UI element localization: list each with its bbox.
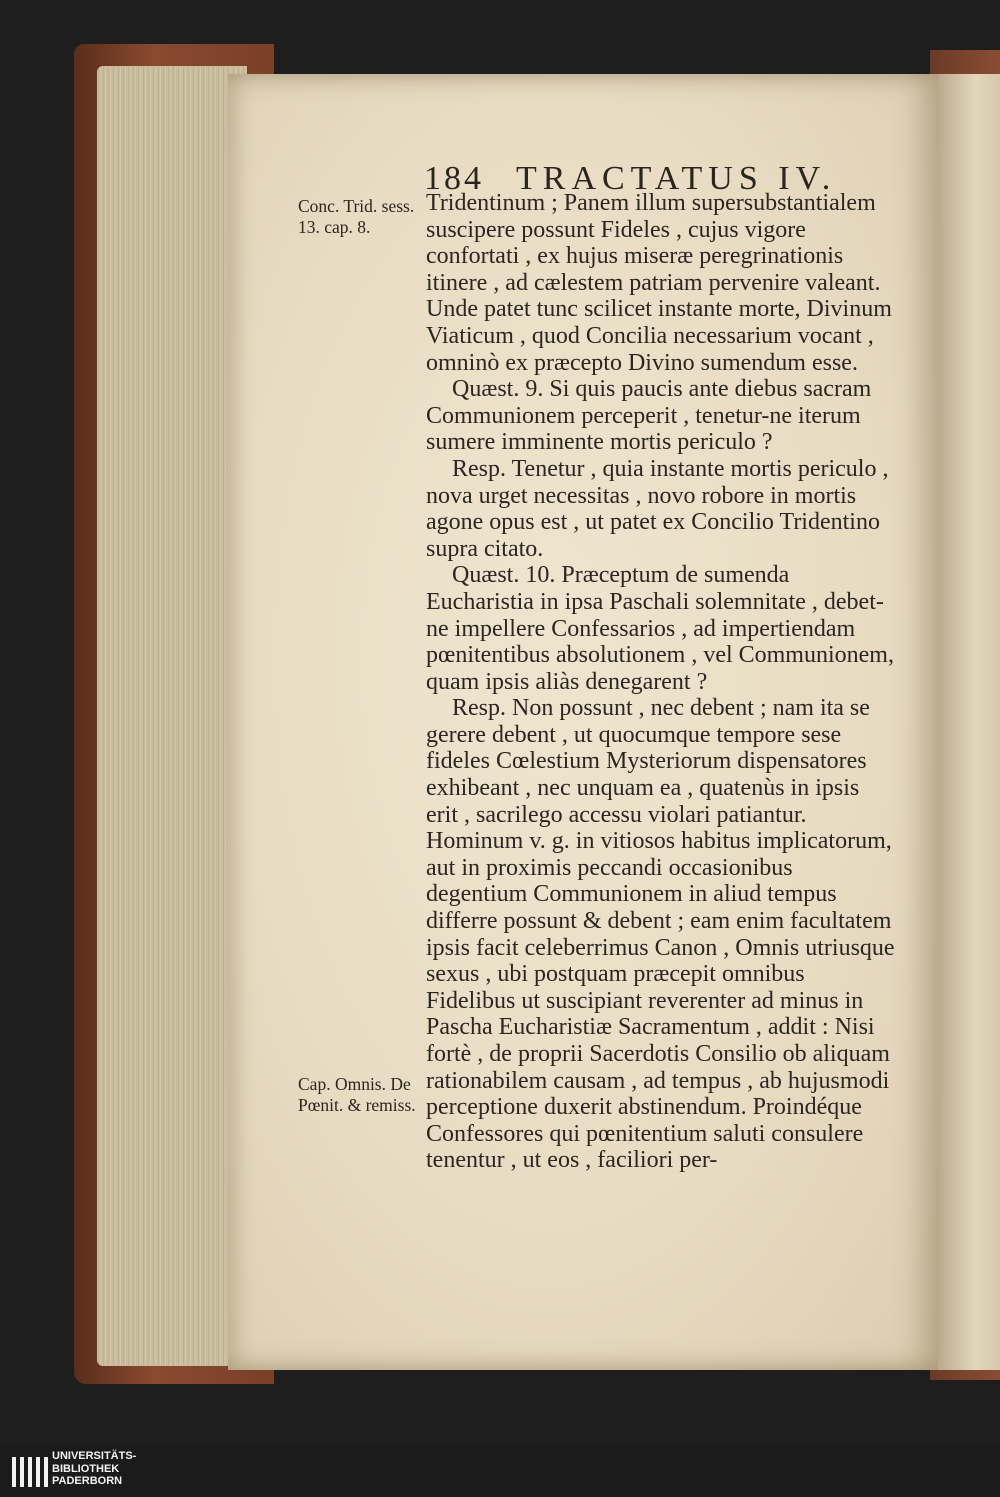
next-page-edge	[938, 74, 1000, 1370]
book-page	[228, 74, 940, 1370]
paragraph: Resp. Tenetur , quia instante mortis periculo , nova urget necessitas , novo robore in mortis agone opus est , ut patet ex Concilio Tridentino supra citato.	[426, 455, 889, 562]
margin-note: Cap. Omnis. De Pœnit. & remiss.	[298, 1074, 416, 1115]
page-edges	[97, 66, 247, 1366]
margin-note: Conc. Trid. sess. 13. cap. 8.	[298, 196, 415, 237]
paragraph: Resp. Non possunt , nec debent ; nam ita se gerere debent , ut quocumque tempore sese fideles Cœlestium Mysteriorum dispensatores exhibeant , nec unquam ea , quatenùs in ipsis erit , sacrilego accessu violari patiantur. Hominum v. g. in vitiosos habitus implicatorum, aut in proximis peccandi occasionibus degentium Communionem in aliud tempus differre possunt & debent ; eam enim facultatem ipsis facit celeberrimus Canon , Omnis utriusque sexus , ubi postquam præcepit omnibus Fidelibus ut suscipiant reverenter ad minus in Pascha Eucharistiæ Sacramentum , addit : Nisi fortè , de proprii Sacerdotis Consilio ob aliquam rationabilem causam , ad tempus , ab hujusmodi perceptione duxerit abstinendum. Proindéque Confessores qui pœnitentium saluti consulere tenentur , ut eos , faciliori per-	[426, 695, 895, 1174]
page-number: 184	[424, 160, 484, 197]
running-title: TRACTATUS IV.	[516, 160, 837, 197]
library-footer	[0, 1445, 1000, 1497]
paragraph: Quæst. 9. Si quis paucis ante diebus sacram Communionem perceperit , tenetur-ne iterum sumere imminente mortis periculo ?	[426, 376, 872, 456]
library-name: UNIVERSITÄTS- BIBLIOTHEK PADERBORN	[52, 1450, 137, 1487]
library-logo-icon	[10, 1453, 50, 1491]
main-text	[426, 190, 896, 1174]
paragraph: Tridentinum ; Panem illum supersubstantialem suscipere possunt Fideles , cujus vigore confortati , ex hujus miseræ peregrinationis itinere , ad cælestem patriam pervenire valeant. Unde patet tunc scilicet instante morte, Divinum Viaticum , quod Concilia necessarium vocant , omninò ex præcepto Divino sumendum esse.	[426, 190, 892, 376]
paragraph: Quæst. 10. Præceptum de sumenda Eucharistia in ipsa Paschali solemnitate , debet-ne impellere Confessarios , ad impertiendam pœnitentibus absolutionem , vel Communionem, quam ipsis aliàs denegarent ?	[426, 562, 894, 695]
